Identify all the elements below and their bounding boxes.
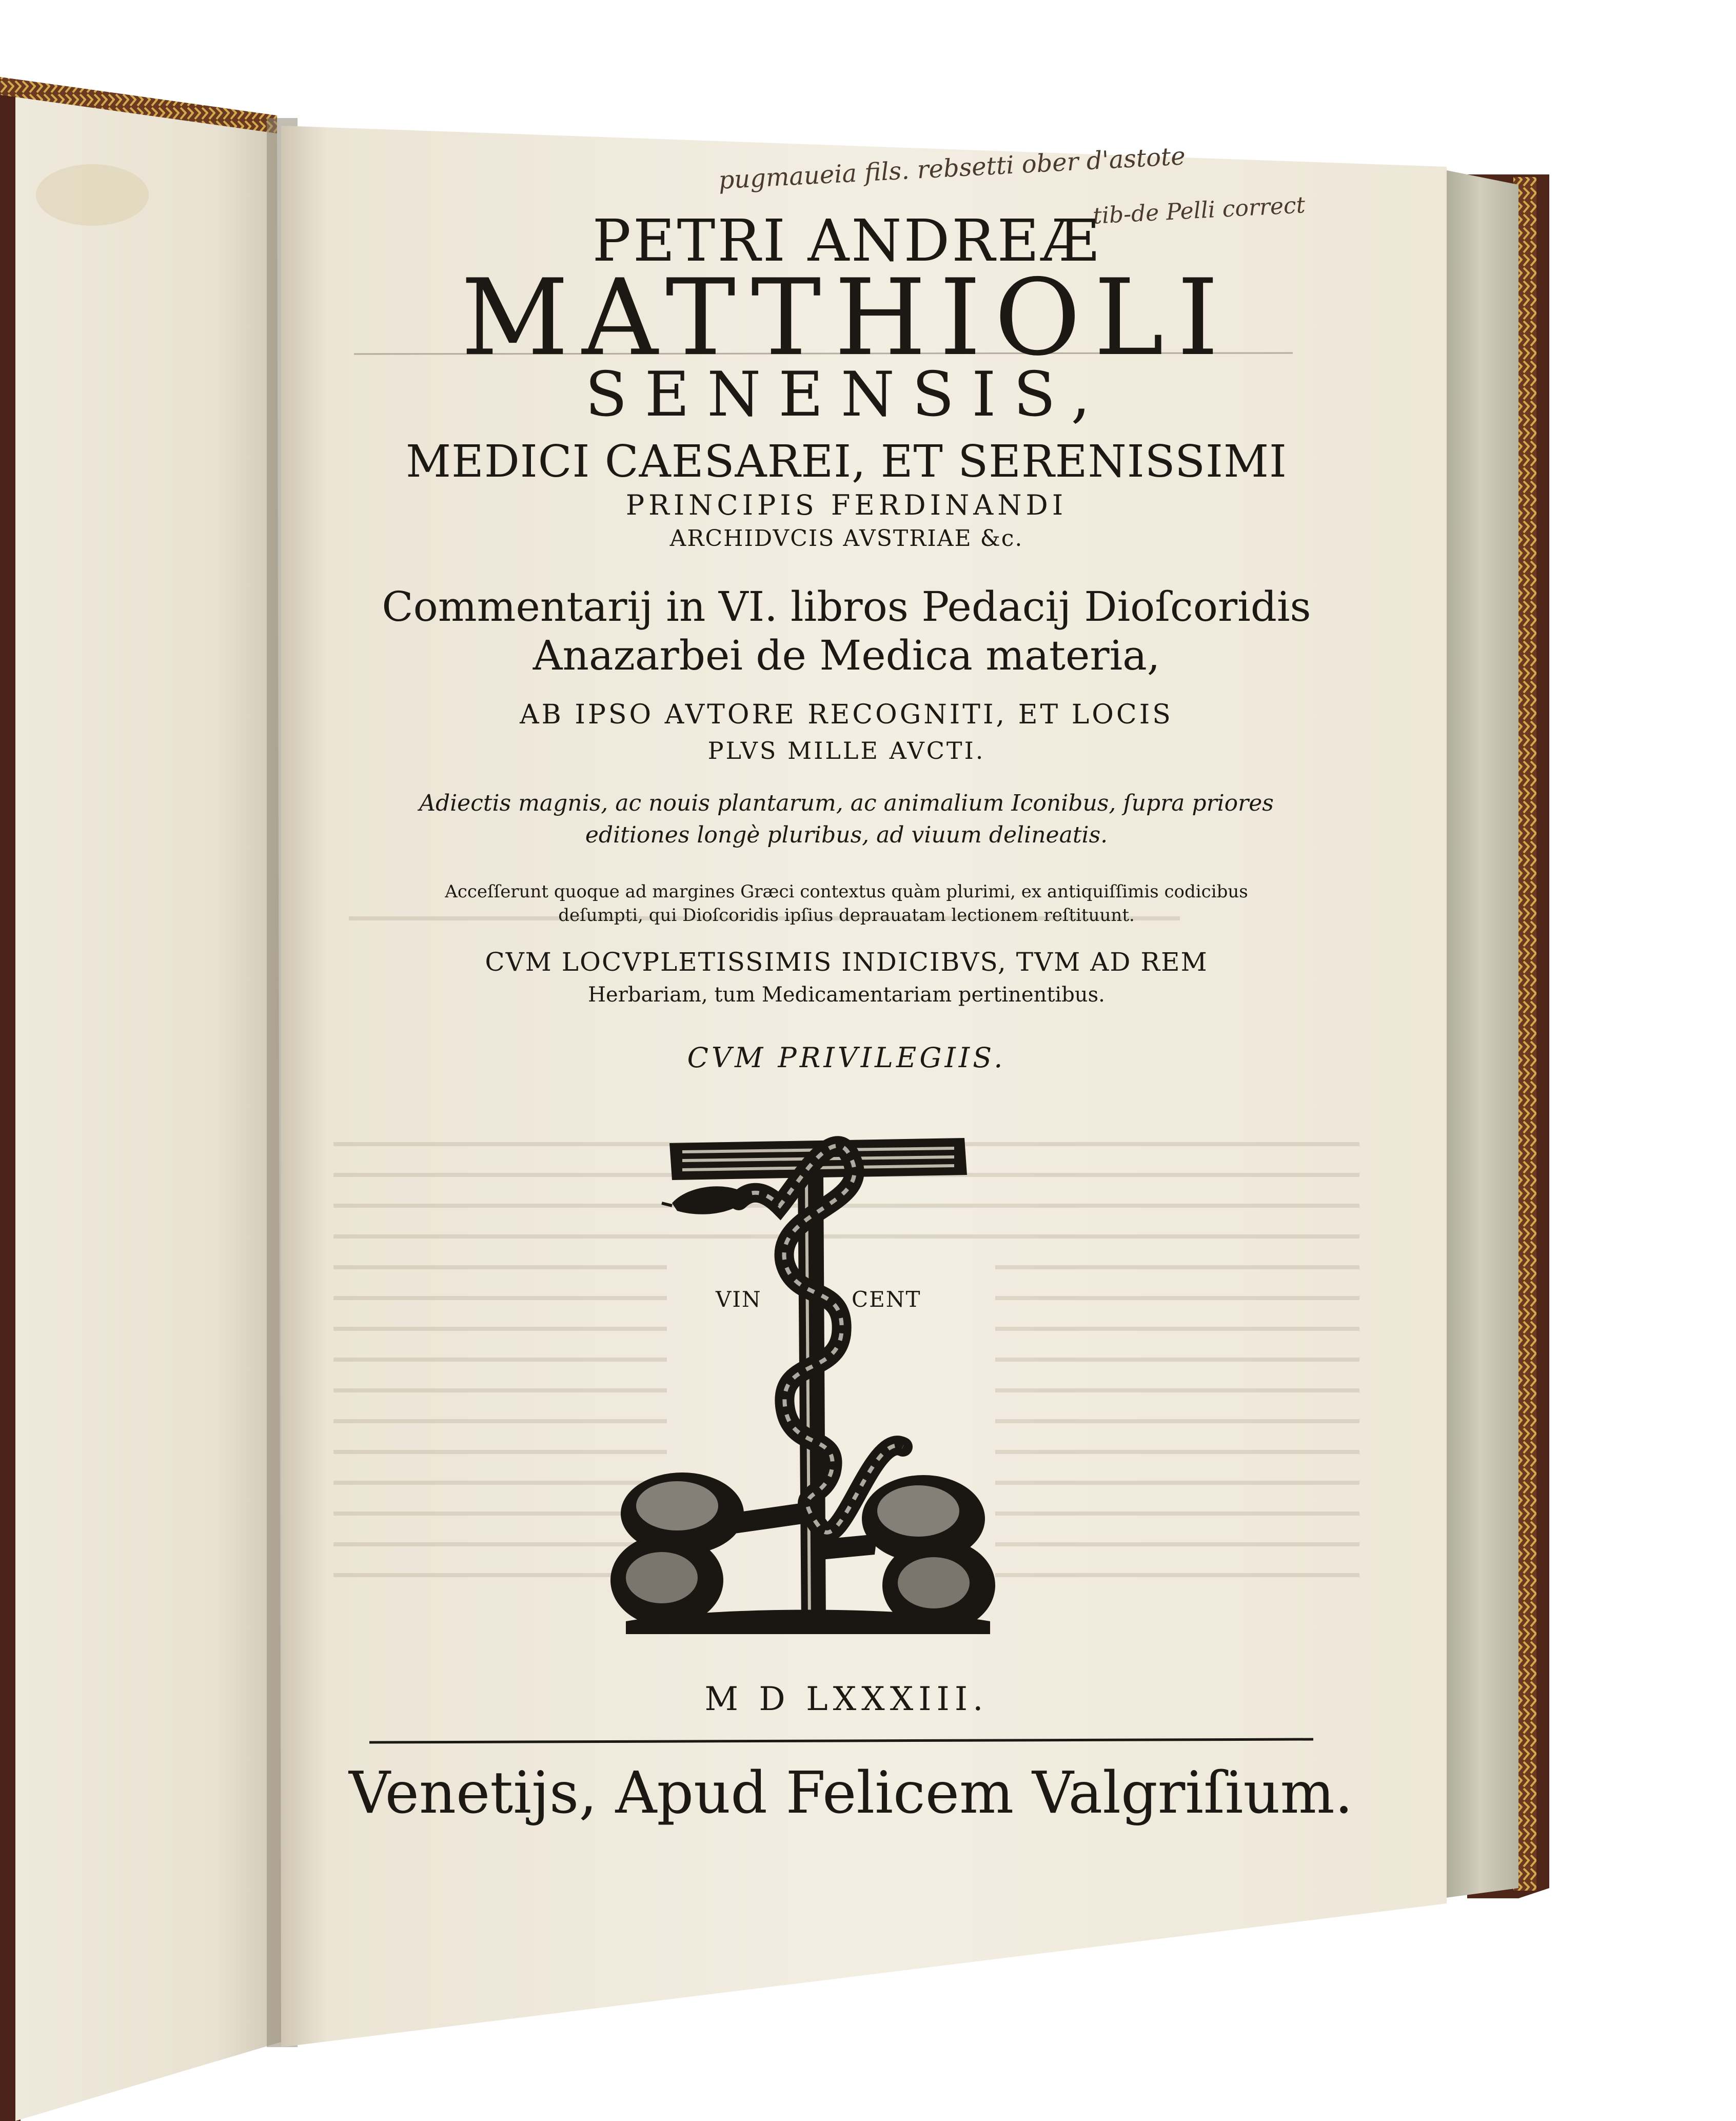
work-title-line-1: Commentarij in VI. libros Pedacij Dioſcoridis bbox=[382, 583, 1311, 631]
index-line-2: Herbariam, tum Medicamentariam pertinentibus. bbox=[588, 983, 1105, 1007]
recognition-line-2: PLVS MILLE AVCTI. bbox=[707, 737, 985, 764]
handwritten-annotation-line1: pugmaueia fils. rebsetti ober d'astote bbox=[718, 142, 1186, 195]
author-origin: SENENSIS, bbox=[585, 359, 1108, 430]
author-surname: MATTHIOLI bbox=[461, 257, 1232, 379]
recognition-block bbox=[349, 695, 1344, 767]
greek-line-2: deſumpti, qui Dioſcoridis ipſius deprauatam lectionem reſtituunt. bbox=[558, 905, 1135, 926]
title-surname-block bbox=[349, 257, 1344, 379]
device-motto-left: VIN bbox=[716, 1287, 762, 1312]
year-block bbox=[349, 1680, 1344, 1718]
office-block bbox=[349, 436, 1344, 554]
origin-block bbox=[349, 359, 1344, 430]
foxing-stain bbox=[36, 164, 149, 226]
imprint-block bbox=[349, 1760, 1353, 1827]
author-forename: PETRI ANDREÆ bbox=[592, 208, 1101, 274]
left-page bbox=[15, 82, 281, 2121]
privilege-line: CVM PRIVILEGIIS. bbox=[687, 1042, 1006, 1074]
page-edges bbox=[1442, 169, 1518, 1898]
index-line-1: CVM LOCVPLETISSIMIS INDICIBVS, TVM AD REM bbox=[485, 947, 1208, 977]
imprint-line: Venetijs, Apud Felicem Valgriſium. bbox=[349, 1760, 1353, 1827]
additions-line-2: editiones longè pluribus, ad viuum delineatis. bbox=[585, 822, 1108, 848]
privilege-block bbox=[349, 1042, 1344, 1074]
index-block bbox=[349, 944, 1344, 1010]
publication-year: M D LXXXIII. bbox=[704, 1680, 989, 1718]
device-motto-right: CENT bbox=[852, 1287, 921, 1312]
greek-line-1: Acceſſerunt quoque ad margines Græci contextus quàm plurimi, ex antiquiſſimis codicibus bbox=[445, 881, 1248, 902]
office-line-2: PRINCIPIS FERDINANDI bbox=[625, 489, 1068, 521]
handwritten-annotation-line2: tib-de Pelli correct bbox=[1092, 192, 1306, 229]
additions-line-1: Adiectis magnis, ac nouis plantarum, ac animalium Iconibus, ſupra priores bbox=[419, 790, 1274, 816]
work-title-line-2: Anazarbei de Medica materia, bbox=[532, 632, 1160, 679]
additions-block bbox=[349, 788, 1344, 851]
work-title-block bbox=[349, 582, 1344, 680]
recognition-line-1: AB IPSO AVTORE RECOGNITI, ET LOCIS bbox=[520, 699, 1173, 730]
office-line-3: ARCHIDVCIS AVSTRIAE &c. bbox=[669, 525, 1023, 552]
greek-block bbox=[349, 880, 1344, 927]
office-line-1: MEDICI CAESAREI, ET SERENISSIMI bbox=[406, 436, 1287, 487]
